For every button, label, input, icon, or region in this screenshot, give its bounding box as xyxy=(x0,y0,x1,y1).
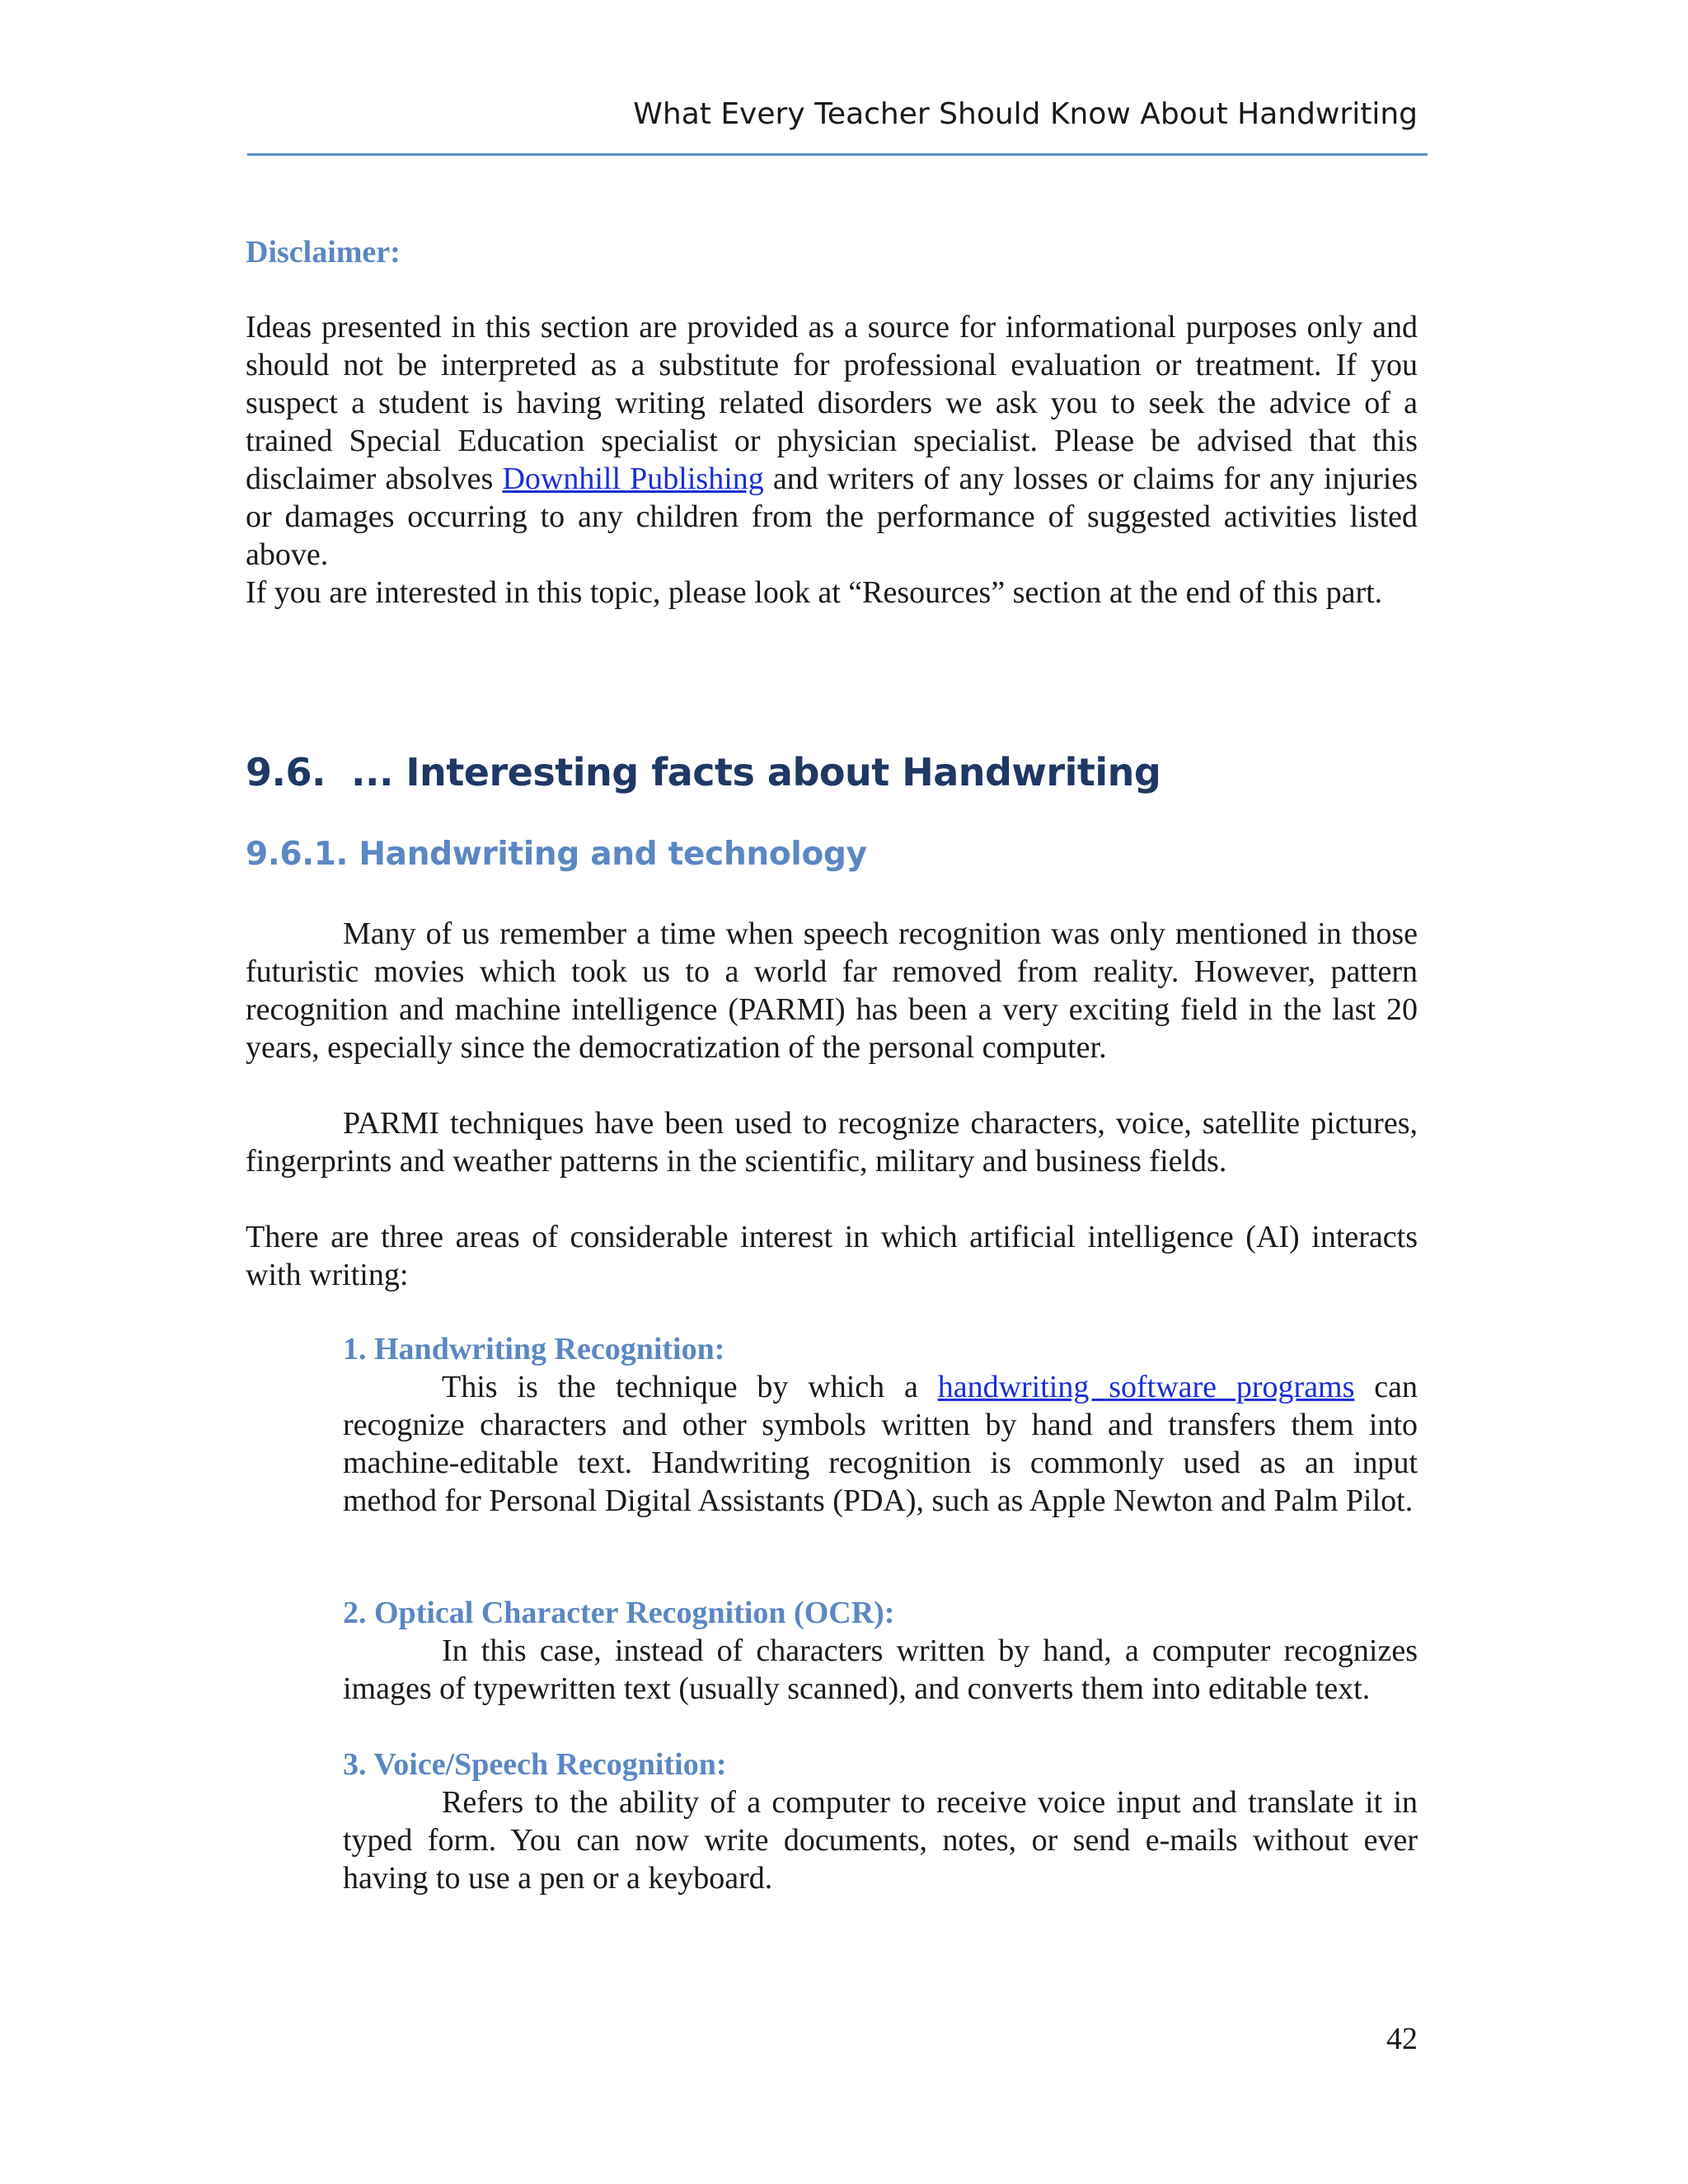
disclaimer-text-a: Ideas presented in this section are provided as a source for informational purposes only and should not be interpreted as a substitute for professional evaluation or treatment. If you suspect a student is having writing related disorders we ask you to seek the advice of a trained Special Education specialist or physician specialist. Please be advised that this disclaimer absolves xyxy=(246,310,1418,496)
list-item-body xyxy=(343,1368,1418,1520)
list-item-text-b: can recognize characters and other symbols written by hand and transfers them into machine-editable text. Handwriting recognition is commonly used as an input method for Personal Digital Assistants (PDA), such as Apple Newton and Palm Pilot. xyxy=(343,1370,1418,1518)
list-item-body: Refers to the ability of a computer to receive voice input and translate it in typed form. You can now write documents, notes, or send e-mails without ever having to use a pen or a keyboard. xyxy=(343,1785,1418,1896)
disclaimer-text-b: and writers of any losses or claims for any injuries or damages occurring to any children from the performance of suggested activities listed above. xyxy=(246,462,1418,572)
list-item xyxy=(343,1330,1418,1520)
intro-paragraph: Many of us remember a time when speech recognition was only mentioned in those futuristic movies which took us to a world far removed from reality. However, pattern recognition and machine intelligence (PARMI) has been a very exciting field in the last 20 years, especially since the democratization of the personal computer. xyxy=(246,916,1418,1065)
disclaimer-paragraph xyxy=(246,308,1418,574)
list-item-title: 2. Optical Character Recognition (OCR): xyxy=(343,1596,895,1630)
list-item-text-a: This is the technique by which a xyxy=(442,1370,938,1404)
list-item xyxy=(343,1746,1418,1897)
list-item xyxy=(343,1594,1418,1708)
list-item-title: 1. Handwriting Recognition: xyxy=(343,1332,725,1366)
subsection-heading: 9.6.1. Handwriting and technology xyxy=(246,836,867,873)
downhill-publishing-link[interactable]: Downhill Publishing xyxy=(502,462,764,496)
list-item-body: In this case, instead of characters written by hand, a computer recognizes images of typewritten text (usually scanned), and converts them into editable text. xyxy=(343,1633,1418,1706)
running-header: What Every Teacher Should Know About Handwriting xyxy=(633,97,1418,131)
list-item-title: 3. Voice/Speech Recognition: xyxy=(343,1747,727,1782)
page-number: 42 xyxy=(1386,2022,1418,2056)
handwriting-software-link[interactable]: handwriting software programs xyxy=(937,1370,1355,1404)
section-heading: 9.6. ... Interesting facts about Handwriting xyxy=(246,750,1161,794)
disclaimer-label: Disclaimer: xyxy=(246,235,401,269)
ai-areas-paragraph: There are three areas of considerable interest in which artificial intelligence (AI) interacts with writing: xyxy=(246,1220,1418,1292)
resources-note-paragraph: If you are interested in this topic, please look at “Resources” section at the end of this part. xyxy=(246,575,1383,610)
parmi-paragraph: PARMI techniques have been used to recognize characters, voice, satellite pictures, fingerprints and weather patterns in the scientific, military and business fields. xyxy=(246,1106,1418,1179)
header-rule xyxy=(247,153,1428,156)
